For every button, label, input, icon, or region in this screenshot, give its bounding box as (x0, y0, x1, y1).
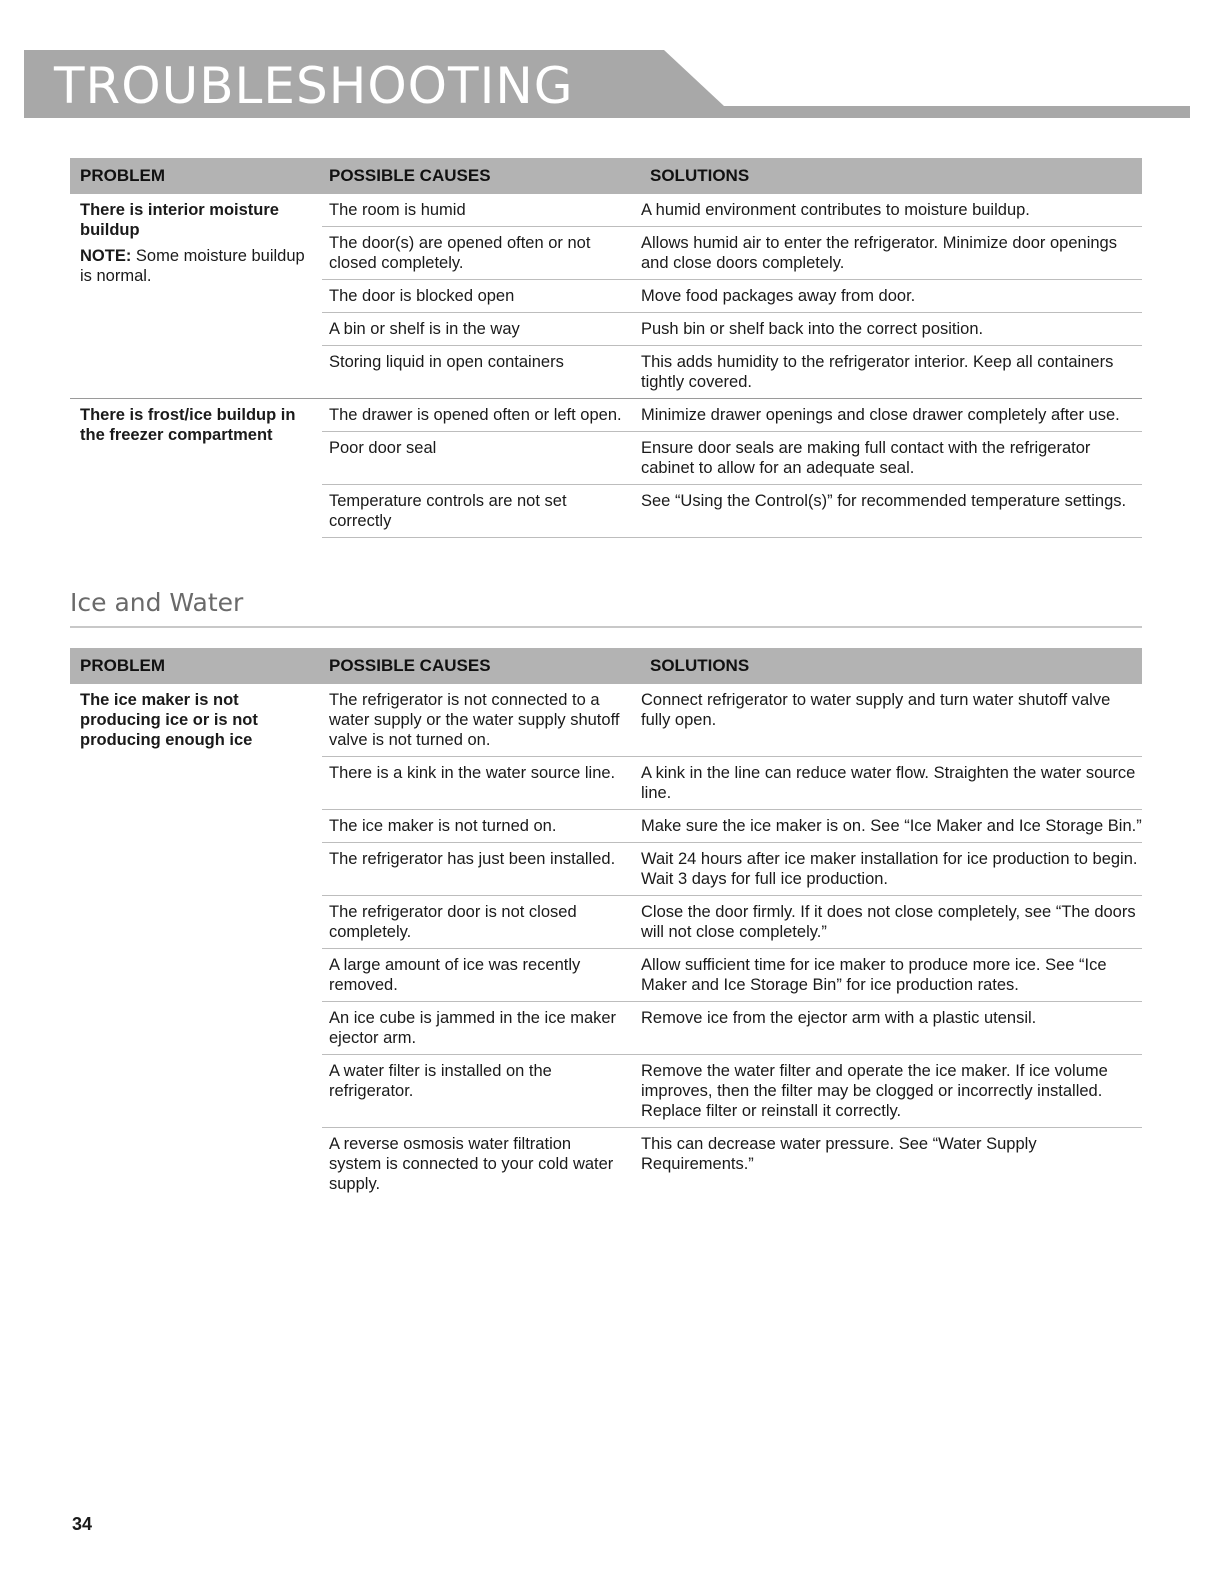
problem-group (70, 684, 1142, 1200)
cause-cell: The door(s) are opened often or not closed completely. (329, 234, 591, 272)
table-row (322, 227, 1142, 280)
header-causes: POSSIBLE CAUSES (329, 656, 491, 675)
solution-cell: Wait 24 hours after ice maker installation for ice production to begin. Wait 3 days for full ice production. (641, 850, 1138, 888)
cause-cell: Poor door seal (329, 439, 437, 457)
problem-group (70, 194, 1142, 399)
solution-cell: A humid environment contributes to moisture buildup. (641, 201, 1030, 219)
solution-cell: Allows humid air to enter the refrigerator. Minimize door openings and close doors completely. (641, 234, 1117, 272)
problem-cell (80, 405, 320, 445)
problem-group (70, 399, 1142, 538)
table-row (322, 1002, 1142, 1055)
solution-cell: Ensure door seals are making full contact with the refrigerator cabinet to allow for an adequate seal. (641, 439, 1091, 477)
cause-cell: A large amount of ice was recently removed. (329, 956, 581, 994)
table-row (322, 194, 1142, 227)
table-row (322, 313, 1142, 346)
cause-cell: The refrigerator door is not closed completely. (329, 903, 577, 941)
table-row (322, 684, 1142, 757)
cause-cell: The drawer is opened often or left open. (329, 406, 622, 424)
cause-cell: The ice maker is not turned on. (329, 817, 557, 835)
header-problem: PROBLEM (80, 656, 165, 675)
solution-cell: Allow sufficient time for ice maker to produce more ice. See “Ice Maker and Ice Storage Bin” for ice production rates. (641, 956, 1107, 994)
solution-cell: Minimize drawer openings and close drawer completely after use. (641, 406, 1120, 424)
cause-cell: A bin or shelf is in the way (329, 320, 520, 338)
table-row (322, 346, 1142, 398)
header-solutions: SOLUTIONS (650, 166, 750, 185)
cause-cell: A reverse osmosis water filtration system is connected to your cold water supply. (329, 1135, 614, 1193)
header-solutions: SOLUTIONS (650, 656, 750, 675)
solution-cell: Make sure the ice maker is on. See “Ice Maker and Ice Storage Bin.” (641, 817, 1142, 835)
table-row (322, 896, 1142, 949)
section-divider (70, 626, 1142, 628)
problem-text: There is interior moisture buildup (80, 201, 279, 239)
problem-text: There is frost/ice buildup in the freezer compartment (80, 406, 296, 444)
table-row (322, 810, 1142, 843)
table-row (322, 843, 1142, 896)
table-row (322, 949, 1142, 1002)
table-row (322, 757, 1142, 810)
table-row (322, 485, 1142, 538)
solution-cell: This adds humidity to the refrigerator interior. Keep all containers tightly covered. (641, 353, 1114, 391)
table-row (322, 399, 1142, 432)
header-problem: PROBLEM (80, 166, 165, 185)
problem-note (80, 246, 320, 286)
troubleshooting-table-general (70, 158, 1142, 538)
solution-cell: Connect refrigerator to water supply and turn water shutoff valve fully open. (641, 691, 1111, 729)
header-causes: POSSIBLE CAUSES (329, 166, 491, 185)
problem-cell (80, 200, 320, 286)
section-title: Ice and Water (70, 588, 244, 617)
solution-cell: This can decrease water pressure. See “Water Supply Requirements.” (641, 1135, 1037, 1173)
cause-cell: Storing liquid in open containers (329, 353, 564, 371)
cause-cell: The room is humid (329, 201, 466, 219)
cause-cell: There is a kink in the water source line. (329, 764, 616, 782)
cause-cell: A water filter is installed on the refrigerator. (329, 1062, 552, 1100)
solution-cell: Remove ice from the ejector arm with a plastic utensil. (641, 1009, 1037, 1027)
table-row (322, 1128, 1142, 1200)
page-title: TROUBLESHOOTING (54, 57, 574, 115)
solution-cell: Move food packages away from door. (641, 287, 916, 305)
table-row (322, 1055, 1142, 1128)
table-row (322, 432, 1142, 485)
cause-cell: Temperature controls are not set correctly (329, 492, 567, 530)
solution-cell: Push bin or shelf back into the correct position. (641, 320, 984, 338)
solution-cell: See “Using the Control(s)” for recommended temperature settings. (641, 492, 1127, 510)
header-banner (24, 50, 1190, 118)
solution-cell: Close the door firmly. If it does not close completely, see “The doors will not close completely.” (641, 903, 1136, 941)
cause-cell: The refrigerator is not connected to a water supply or the water supply shutoff valve is not turned on. (329, 691, 620, 749)
table-row (322, 280, 1142, 313)
note-label: NOTE: (80, 247, 132, 265)
table-header (70, 158, 1142, 194)
cause-cell: An ice cube is jammed in the ice maker ejector arm. (329, 1009, 617, 1047)
cause-cell: The refrigerator has just been installed. (329, 850, 616, 868)
note-text: Some moisture buildup is normal. (80, 247, 305, 285)
solution-cell: Remove the water filter and operate the ice maker. If ice volume improves, then the filter may be clogged or incorrectly installed. Replace filter or reinstall it correctly. (641, 1062, 1108, 1120)
problem-cell (80, 690, 320, 750)
page-number: 34 (72, 1514, 93, 1534)
table-header (70, 648, 1142, 684)
problem-text: The ice maker is not producing ice or is not producing enough ice (80, 691, 258, 749)
troubleshooting-table-ice-water (70, 648, 1142, 1200)
solution-cell: A kink in the line can reduce water flow. Straighten the water source line. (641, 764, 1136, 802)
cause-cell: The door is blocked open (329, 287, 515, 305)
